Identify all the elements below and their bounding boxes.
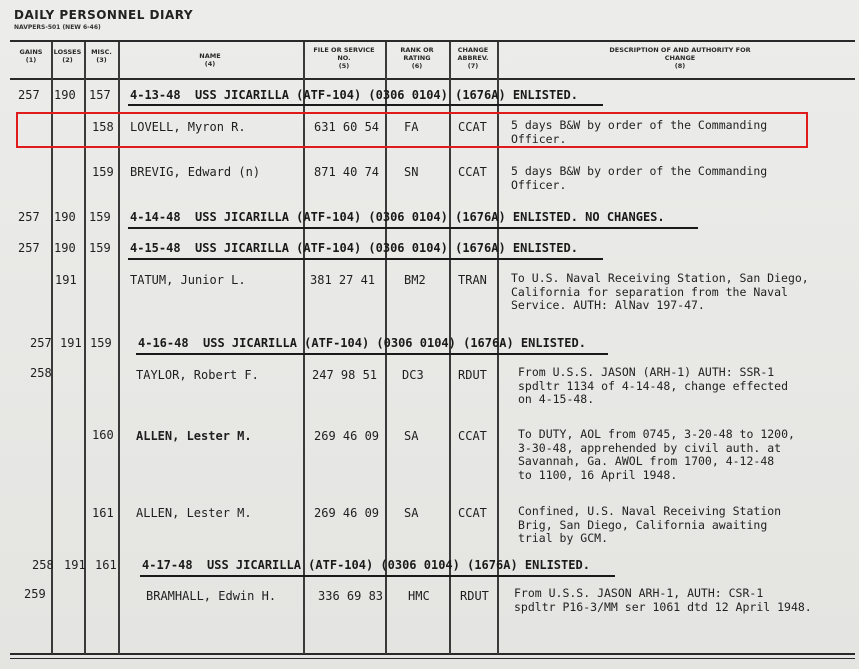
highlight-box: [16, 112, 808, 148]
header-description: DESCRIPTION OF AND AUTHORITY FOR CHANGE (8): [609, 46, 751, 70]
daily-entry-heading: 4-13-48 USS JICARILLA (ATF-104) (0306 0104) (1676A) ENLISTED.: [130, 88, 578, 102]
daily-gains: 257: [30, 336, 52, 350]
record-misc: 161: [92, 506, 114, 520]
daily-misc: 159: [89, 241, 111, 255]
entry-underline: [136, 353, 608, 355]
daily-misc: 159: [90, 336, 112, 350]
record-change: RDUT: [460, 589, 489, 603]
daily-gains: 257: [18, 88, 40, 102]
record-description: Confined, U.S. Naval Receiving Station Brig, San Diego, California awaiting trial by GCM.: [518, 504, 782, 545]
record-description: From U.S.S. JASON ARH-1, AUTH: CSR-1 spdltr P16-3/MM ser 1061 dtd 12 April 1948.: [514, 586, 812, 614]
record-change: CCAT: [458, 506, 487, 520]
form-number: NAVPERS-501 (NEW 6-46): [14, 24, 101, 31]
record-change: TRAN: [458, 273, 487, 287]
record-name: ALLEN, Lester M.: [136, 429, 252, 443]
header-name: NAME (4): [199, 52, 221, 68]
header-bottom-rule: [10, 78, 855, 80]
daily-losses: 190: [54, 88, 76, 102]
footer-rule-2: [10, 658, 855, 659]
record-service-no: 247 98 51: [312, 368, 378, 382]
record-rank: SN: [404, 165, 419, 179]
daily-entry-heading: 4-16-48 USS JICARILLA (ATF-104) (0306 0104) (1676A) ENLISTED.: [138, 336, 586, 350]
header-gains: GAINS (1): [19, 48, 43, 64]
record-misc: 159: [92, 165, 114, 179]
daily-misc: 161: [95, 558, 117, 572]
record-change: CCAT: [458, 429, 487, 443]
record-description: From U.S.S. JASON (ARH-1) AUTH: SSR-1 spdltr 1134 of 4-14-48, change effected on 4-15-48.: [518, 365, 789, 406]
record-misc: 158: [92, 120, 114, 134]
daily-misc: 157: [89, 88, 111, 102]
record-name: TAYLOR, Robert F.: [136, 368, 259, 382]
daily-misc: 159: [89, 210, 111, 224]
record-change: CCAT: [458, 165, 487, 179]
daily-entry-heading: 4-17-48 USS JICARILLA (ATF-104) (0306 0104) (1676A) ENLISTED.: [142, 558, 590, 572]
record-service-no: 631 60 54: [314, 120, 380, 134]
record-change: CCAT: [458, 120, 487, 134]
entry-underline: [128, 104, 603, 106]
record-losses: 191: [55, 273, 77, 287]
daily-gains: 257: [18, 241, 40, 255]
header-losses: LOSSES (2): [53, 48, 82, 64]
daily-entry-heading: 4-15-48 USS JICARILLA (ATF-104) (0306 0104) (1676A) ENLISTED.: [130, 241, 578, 255]
record-rank: SA: [404, 429, 419, 443]
record-service-no: 381 27 41: [310, 273, 376, 287]
record-name: ALLEN, Lester M.: [136, 506, 252, 520]
daily-losses: 190: [54, 210, 76, 224]
record-service-no: 871 40 74: [314, 165, 380, 179]
record-description: 5 days B&W by order of the Commanding Officer.: [511, 118, 768, 146]
header-change: CHANGE ABBREV. (7): [457, 46, 489, 70]
record-description: To DUTY, AOL from 0745, 3-20-48 to 1200, 3-30-48, apprehended by civil auth. at Savannah, Ga. AWOL from 1700, 4-12-48 to 1100, 16 April 1948.: [518, 427, 795, 482]
record-misc: 160: [92, 428, 114, 442]
footer-rule: [10, 653, 855, 655]
record-gains: 259: [24, 587, 46, 601]
header-rank: RANK OR RATING (6): [400, 46, 434, 70]
record-service-no: 269 46 09: [314, 506, 380, 520]
record-change: RDUT: [458, 368, 487, 382]
header-top-rule: [10, 40, 855, 42]
record-service-no: 336 69 83: [318, 589, 384, 603]
record-name: LOVELL, Myron R.: [130, 120, 246, 134]
entry-underline: [128, 258, 603, 260]
daily-losses: 190: [54, 241, 76, 255]
record-name: BREVIG, Edward (n): [130, 165, 261, 179]
record-name: TATUM, Junior L.: [130, 273, 246, 287]
record-rank: BM2: [404, 273, 426, 287]
record-description: 5 days B&W by order of the Commanding Officer.: [511, 164, 768, 192]
record-rank: FA: [404, 120, 419, 134]
header-service-no: FILE OR SERVICE NO. (5): [313, 46, 375, 70]
record-rank: SA: [404, 506, 419, 520]
entry-underline: [128, 227, 698, 229]
record-gains: 258: [30, 366, 52, 380]
form-title: DAILY PERSONNEL DIARY: [14, 8, 194, 22]
header-misc: MISC. (3): [91, 48, 112, 64]
record-name: BRAMHALL, Edwin H.: [146, 589, 277, 603]
record-service-no: 269 46 09: [314, 429, 380, 443]
daily-gains: 257: [18, 210, 40, 224]
record-rank: HMC: [408, 589, 430, 603]
daily-losses: 191: [64, 558, 86, 572]
daily-entry-heading: 4-14-48 USS JICARILLA (ATF-104) (0306 0104) (1676A) ENLISTED. NO CHANGES.: [130, 210, 665, 224]
entry-underline: [140, 575, 615, 577]
daily-losses: 191: [60, 336, 82, 350]
record-rank: DC3: [402, 368, 424, 382]
daily-gains: 258: [32, 558, 54, 572]
record-description: To U.S. Naval Receiving Station, San Diego, California for separation from the Naval Service. AUTH: AlNav 197-47.: [511, 271, 809, 312]
